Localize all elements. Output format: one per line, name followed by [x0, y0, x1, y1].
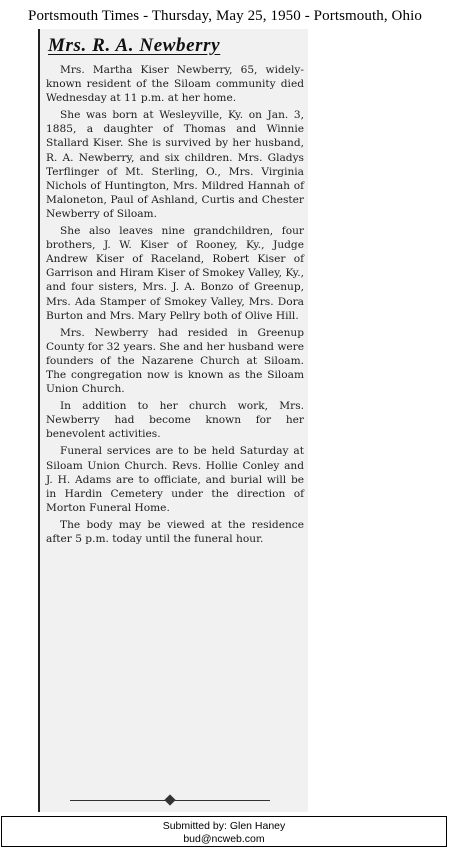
- paragraph-3: She also leaves nine grandchildren, four brothers, J. W. Kiser of Rooney, Ky., Judge Andrew Kiser of Raceland, Robert Kiser of Garrison and Hiram Kiser of Smokey Valley, Ky., and four sisters, Mrs. J. A. Bonzo of Greenup, Mrs. Ada Stamper of Smokey Valley, Mrs. Dora Burton and Mrs. Mary Pellry both of Olive Hill.: [46, 225, 304, 322]
- paragraph-5: In addition to her church work, Mrs. Newberry had become known for her benevolent activities.: [46, 400, 304, 441]
- submitted-by-text: Submitted by: Glen Haney: [162, 820, 286, 832]
- paragraph-4: Mrs. Newberry had resided in Greenup County for 32 years. She and her husband were founders of the Nazarene Church at Siloam. The congregation now is known as the Siloam Union Church.: [46, 326, 304, 396]
- obituary-title: Mrs. R. A. Newberry: [48, 35, 221, 56]
- page-header: Portsmouth Times - Thursday, May 25, 1950 - Portsmouth, Ohio: [28, 8, 422, 24]
- paragraph-2: She was born at Wesleyville, Ky. on Jan. 3, 1885, a daughter of Thomas and Winnie Stallard Kiser. She is survived by her husband, R. A. Newberry, and six children. Mrs. Gladys Terflinger of Mt. Sterling, O., Mrs. Virginia Nichols of Huntington, Mrs. Mildred Hannah of Maloneton, Paul of Ashland, Curtis and Chester Newberry of Siloam.: [46, 109, 304, 220]
- submission-footer: [1, 816, 447, 847]
- paragraph-1: Mrs. Martha Kiser Newberry, 65, widely-known resident of the Siloam community died Wednesday at 11 p.m. at her home.: [46, 64, 304, 105]
- paragraph-6: Funeral services are to be held Saturday at Siloam Union Church. Revs. Hollie Conley and J. H. Adams are to officiate, and burial will be in Hardin Cemetery under the direction of Morton Funeral Home.: [46, 445, 304, 514]
- newspaper-clipping: [38, 29, 308, 812]
- paragraph-7: The body may be viewed at the residence after 5 p.m. today until the funeral hour.: [46, 518, 304, 545]
- submitter-email: bud@ncweb.com: [183, 833, 265, 845]
